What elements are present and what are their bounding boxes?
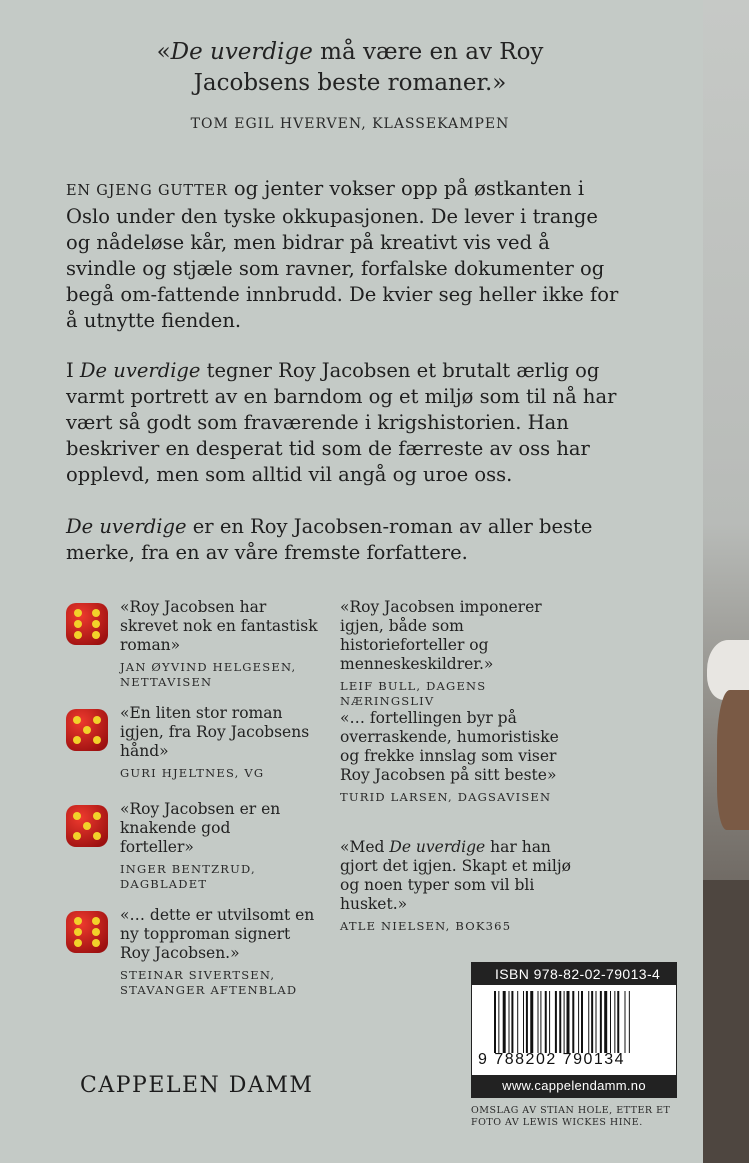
top-quote-source: TOM EGIL HVERVEN, KLASSEKAMPEN <box>190 116 510 132</box>
barcode-bar <box>572 991 574 1053</box>
barcode-bar <box>578 991 579 1053</box>
review-left-3 <box>120 800 300 892</box>
barcode-bar <box>503 991 506 1053</box>
barcode-bar <box>564 991 565 1053</box>
blurb-p3-title: De uverdige <box>66 515 187 538</box>
publisher-logo: CAPPELEN DAMM <box>80 1073 314 1098</box>
barcode-bar <box>511 991 513 1053</box>
cover-photo-edge <box>703 0 749 1163</box>
barcode-bar <box>588 991 589 1053</box>
review-right-2 <box>340 709 580 805</box>
barcode-bar <box>545 991 547 1053</box>
blurb-paragraph-1 <box>66 176 626 334</box>
blurb-p2-pre: I <box>66 359 80 382</box>
isbn-label: ISBN 978-82-02-79013-4 <box>472 963 676 985</box>
review-quote: «… fortellingen byr på overraskende, humoristiske og frekke innslag som viser Roy Jacobsen på sitt beste» <box>340 709 559 784</box>
dice-five-icon <box>63 802 111 850</box>
barcode-bar <box>494 991 496 1053</box>
review-source: ATLE NIELSEN, BOK365 <box>340 919 512 933</box>
blurb-p2-text: tegner Roy Jacobsen et brutalt ærlig og varmt portrett av en barndom og et miljø som til nå har vært så godt som fraværende i krigshistorien. Han beskriver en desperat tid som de færreste av oss har opplevd, men som alltid vil angå og uroe oss. <box>66 359 617 486</box>
barcode-bar <box>498 991 499 1053</box>
barcode-bar <box>617 991 619 1053</box>
review-quote-title: De uverdige <box>389 838 486 856</box>
barcode-bar <box>517 991 518 1053</box>
review-right-3 <box>340 838 590 934</box>
barcode-bar <box>610 991 611 1053</box>
top-quote-text: må være en av Roy Jacobsens beste romaner. <box>193 39 544 96</box>
barcode-bar <box>509 991 510 1053</box>
review-source: STEINAR SIVERTSEN, STAVANGER AFTENBLAD <box>120 968 298 997</box>
barcode-icon <box>494 991 662 1053</box>
barcode-bar <box>567 991 570 1053</box>
blurb-lead-caps: EN GJENG GUTTER <box>66 183 228 199</box>
blurb-paragraph-2 <box>66 358 626 488</box>
barcode-bar <box>530 991 533 1053</box>
dice-five-icon <box>63 706 111 754</box>
barcode-bar <box>629 991 630 1053</box>
dice-six-icon <box>63 908 111 956</box>
review-left-4 <box>120 906 320 998</box>
photo-detail-hair <box>717 690 749 830</box>
top-quote-title: De uverdige <box>170 39 313 65</box>
review-quote: «Roy Jacobsen imponerer igjen, både som historieforteller og menneskeskildrer.» <box>340 598 542 673</box>
isbn-barcode-box <box>471 962 677 1098</box>
barcode-bar <box>625 991 626 1053</box>
review-quote-pre: «Med <box>340 838 390 856</box>
top-quote-open-mark: « <box>156 39 171 65</box>
review-source: LEIF BULL, DAGENS NÆRINGSLIV <box>340 679 487 708</box>
review-source: JAN ØYVIND HELGESEN, NETTAVISEN <box>120 660 297 689</box>
barcode-bar <box>596 991 597 1053</box>
review-left-1 <box>120 598 320 690</box>
review-right-1 <box>340 598 570 709</box>
review-quote: «… dette er utvilsomt en ny topproman signert Roy Jacobsen.» <box>120 906 315 962</box>
review-quote-post: har han gjort det igjen. Skapt et miljø og noen typer som vil bli husket.» <box>340 838 571 913</box>
review-source: TURID LARSEN, DAGSAVISEN <box>340 790 552 804</box>
review-source: GURI HJELTNES, VG <box>120 766 265 780</box>
blurb-p3-text: er en Roy Jacobsen-roman av aller beste merke, fra en av våre fremste forfattere. <box>66 515 593 564</box>
barcode-bar <box>549 991 550 1053</box>
barcode-bar <box>526 991 528 1053</box>
review-quote: «En liten stor roman igjen, fra Roy Jacobsens hånd» <box>120 704 310 760</box>
barcode-bar <box>604 991 607 1053</box>
review-quote: «Roy Jacobsen er en knakende god forteller» <box>120 800 281 856</box>
photo-detail-coat <box>703 880 749 1163</box>
barcode-bar <box>540 991 541 1053</box>
top-quote-close-mark: » <box>492 70 507 96</box>
cover-credits: OMSLAG AV STIAN HOLE, ETTER ET FOTO AV LEWIS WICKES HINE. <box>471 1105 671 1128</box>
barcode-bar <box>538 991 539 1053</box>
publisher-url: www.cappelendamm.no <box>472 1075 676 1097</box>
barcode-bar <box>581 991 583 1053</box>
barcode-bar <box>614 991 615 1053</box>
blurb-p2-title: De uverdige <box>79 359 201 382</box>
review-quote: «Roy Jacobsen har skrevet nok en fantastisk roman» <box>120 598 318 654</box>
blurb-paragraph-3 <box>66 514 626 566</box>
barcode-digits: 9 788202 790134 <box>478 1051 626 1068</box>
barcode-bar <box>555 991 557 1053</box>
blurb-p1-text: og jenter vokser opp på østkanten i Oslo under den tyske okkupasjonen. De lever i trange og nådeløse kår, men bidrar på kreativt vis ved å svindle og stjæle som ravner, forfalske dokumenter og begå om-fattende innbrudd. De kvier seg heller ikke for å utnytte fienden. <box>66 177 619 332</box>
barcode-bar <box>600 991 602 1053</box>
review-left-2 <box>120 704 320 781</box>
barcode-bar <box>591 991 593 1053</box>
barcode-bar <box>523 991 524 1053</box>
review-source: INGER BENTZRUD, DAGBLADET <box>120 862 256 891</box>
dice-six-icon <box>63 600 111 648</box>
top-quote <box>120 37 580 99</box>
barcode-bar <box>559 991 561 1053</box>
